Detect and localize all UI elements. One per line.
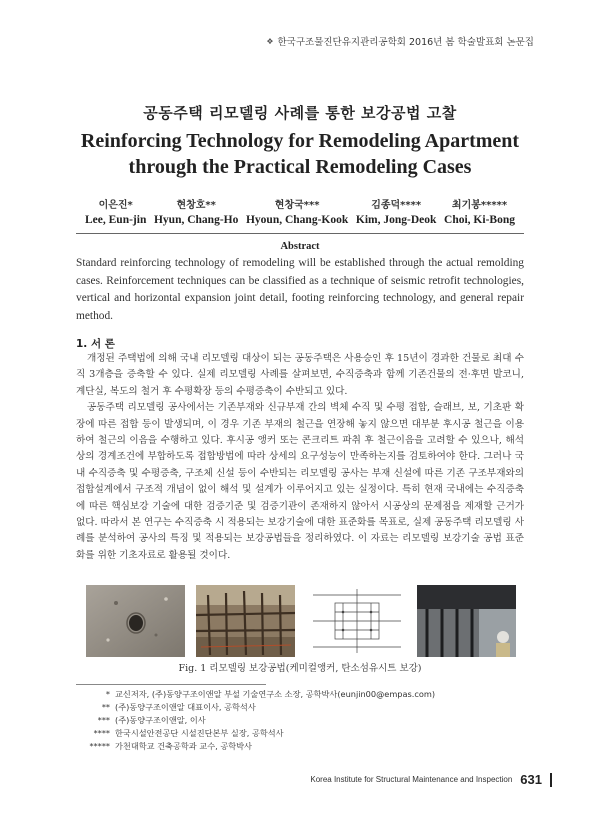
author [356, 196, 437, 226]
section-body [76, 351, 524, 564]
section-heading: 1. 서 론 [76, 338, 115, 350]
footnote-mark: **** [93, 728, 110, 738]
footnote [80, 740, 500, 753]
figure-caption: Fig. 1 리모델링 보강공법(케미컬앵커, 탄소섬유시트 보강) [178, 663, 422, 674]
author-list [85, 196, 515, 226]
footer-bar [550, 773, 552, 787]
carbon-fiber-sheet-photo [417, 585, 516, 657]
author-name-en: Hyoun, Chang-Kook [245, 214, 349, 226]
header-divider [76, 233, 524, 234]
author-name-ko: 현창호** [176, 200, 216, 211]
footnote-text: 한국시설안전공단 시설진단본부 실장, 공학석사 [115, 728, 284, 738]
footnote-divider [76, 684, 266, 685]
author-name-ko: 최기봉***** [451, 200, 508, 211]
abstract-text: Standard reinforcing technology of remodeling will be established through the actual remolding cases. Reinforcement techniques can be classified as a technique of seismic retrofit technologies, vertical and horizontal expansion joint detail, footing reinforcing technology, and general repair method. [76, 257, 524, 322]
concrete-core-photo [86, 585, 185, 657]
author-name-ko: 현창국*** [274, 200, 320, 211]
author-name-ko: 김종덕**** [371, 200, 422, 211]
footnote-text: 가천대학교 건축공학과 교수, 공학박사 [115, 741, 252, 751]
title-english-line2: through the Practical Remodeling Cases [128, 156, 472, 178]
page-footer [310, 772, 552, 787]
footnote [80, 701, 500, 714]
author-name-en: Hyun, Chang-Ho [153, 214, 239, 226]
footnote-mark: ** [101, 702, 110, 712]
footnote-mark: ***** [89, 741, 110, 751]
footer-organization: Korea Institute for Structural Maintenance and Inspection [310, 775, 513, 784]
rebar-anchor-photo [196, 585, 295, 657]
figure-images [86, 585, 516, 657]
footnote-mark: *** [97, 715, 110, 725]
footnote-mark: * [105, 689, 110, 699]
author [246, 196, 348, 226]
author [154, 196, 238, 226]
structural-drawing [307, 585, 406, 657]
author [444, 196, 515, 226]
body-paragraph: 개정된 주택법에 의해 국내 리모델링 대상이 되는 공동주택은 사용승인 후 15년이 경과한 건물로 최대 수직 3개층을 증축할 수 있다. 실제 리모델링 사례를 살펴보면, 수직증축과 함께 기존건물의 전·후면 발코니, 계단실, 복도의 철거 후 수평확장 등의 수평증축이 수반되고 있다. [76, 353, 524, 397]
author-name-ko: 이은진* [98, 200, 133, 211]
author-name-en: Lee, Eun-jin [85, 214, 147, 226]
footnotes [80, 688, 500, 753]
page-number: 631 [520, 772, 542, 787]
author-name-en: Choi, Ki-Bong [444, 214, 515, 226]
footnote-text: 교신저자, (주)동양구조이앤알 부설 기술연구소 소장, 공학박사(eunjin00@empas.com) [115, 689, 436, 699]
title-english [0, 128, 600, 180]
footnote [80, 727, 500, 740]
header-ornament-icon: ❖ [266, 36, 274, 46]
title-korean: 공동주택 리모델링 사례를 통한 보강공법 고찰 [143, 104, 457, 122]
journal-name: 한국구조물진단유지관리공학회 2016년 봄 학술발표회 논문집 [277, 37, 534, 48]
title-english-line1: Reinforcing Technology for Remodeling Apartment [80, 130, 520, 152]
footnote-text: (주)동양구조이앤알, 이사 [115, 715, 206, 725]
footnote [80, 714, 500, 727]
footnote [80, 688, 500, 701]
running-header [266, 34, 534, 48]
footnote-text: (주)동양구조이앤알 대표이사, 공학석사 [115, 702, 256, 712]
author [85, 196, 146, 226]
author-name-en: Kim, Jong-Deok [355, 214, 437, 226]
abstract-heading: Abstract [280, 241, 320, 252]
body-paragraph: 공동주택 리모델링 공사에서는 기존부재와 신규부재 간의 벽체 수직 및 수평 접합, 슬래브, 보, 기초판 확장에 따른 접합 등이 발생되며, 이 경우 기존 부재의 철근을 연장해 놓지 않으면 대부분 후시공 철근을 이용하여 철근의 이음을 수행하고 있다. 후시공 앵커 또는 콘크리트 파취 후 철근이음을 고려할 수 있으나, 해석상의 경계조건에 부합하도록 접합방법에 따라 상세의 요구성능이 만족하는지를 검토하여야 한다. 그러나 국내 수직증축 및 수평증축, 구조체 신설 등이 수반되는 리모델링 공사는 부재 신설에 따른 기존 구조부재와의 접합설계에서 구조적 개념이 없이 해석 및 설계가 이루어지고 있는 실정이다. 특히 현재 국내에는 수직증축에 따른 핵심보강 기술에 대한 검증기준 및 검증기관이 존재하지 않아서 시공상의 문제점을 제재할 근거가 없다. 따라서 본 연구는 수직증축 시 적용되는 보강기술에 대한 표준화를 목표로, 실제 공동주택 리모델링 사례를 분석하여 공사의 특징 및 적용되는 보강공법들을 정리하였다. 이 자료는 리모델링 보강기술 공법 표준화를 위한 기초자료로 활용될 것이다. [76, 402, 524, 561]
